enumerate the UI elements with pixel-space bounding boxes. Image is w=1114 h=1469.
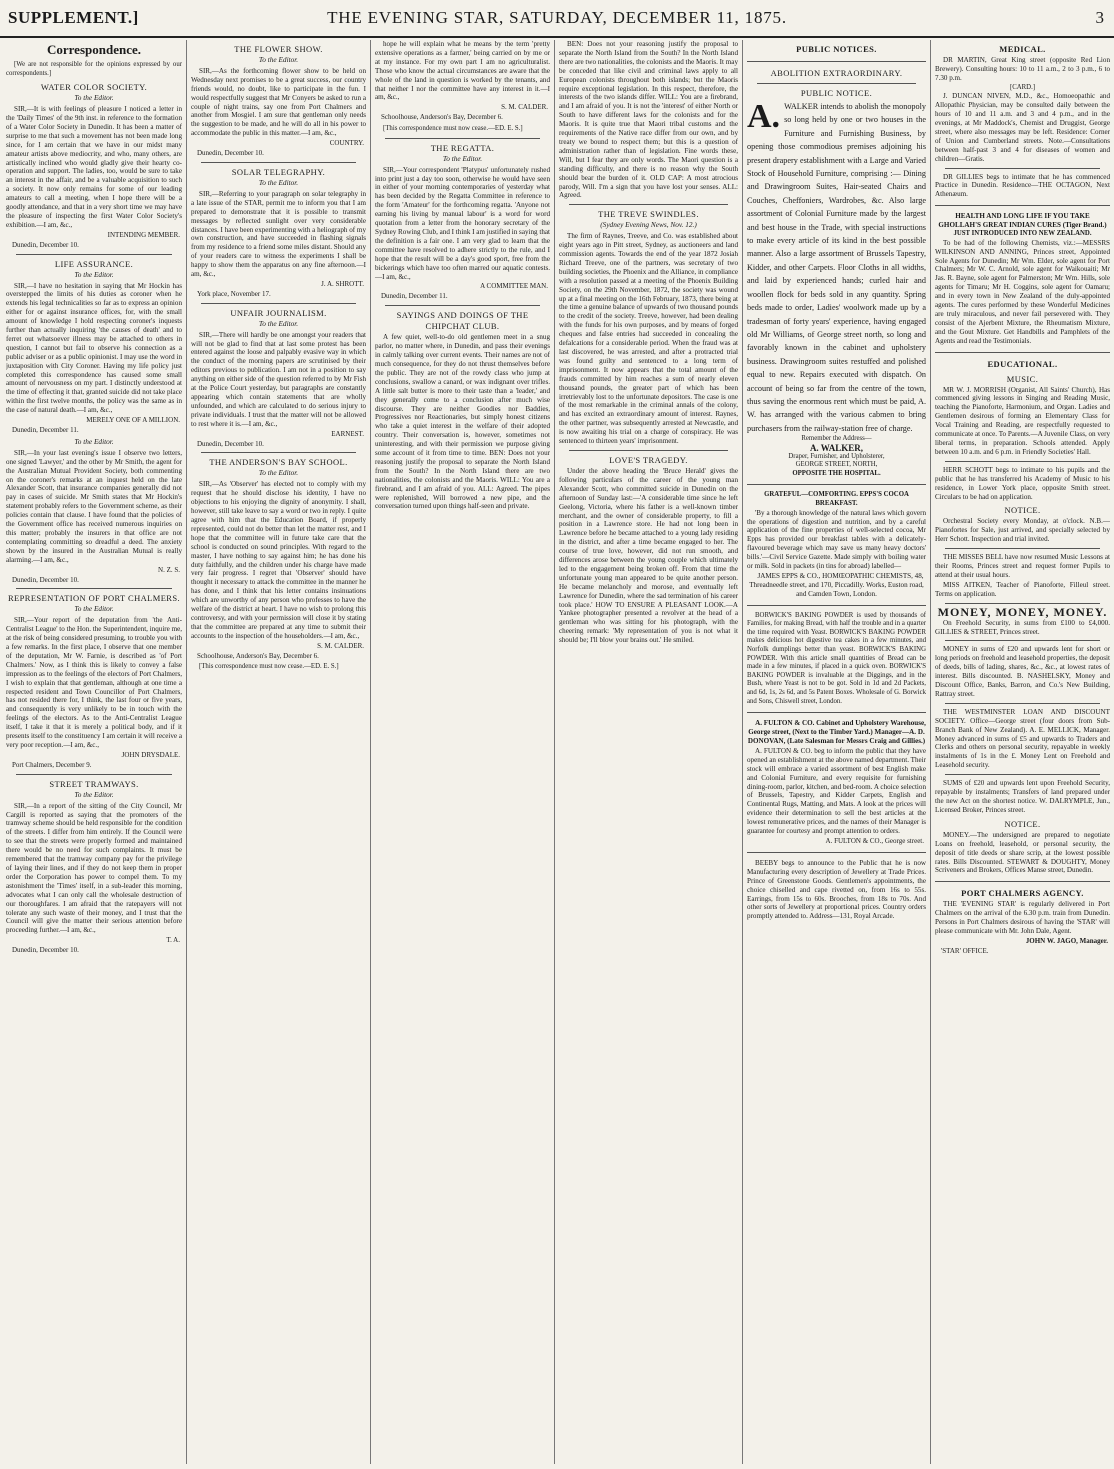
star-office: 'STAR' OFFICE. — [941, 946, 989, 955]
walker-ad-body: WALKER intends to abolish the monopoly so long held by one or two houses in the Furniture and Furnishing Business, by opening those commodious premises adjoining his present drapery establishment with a Large and Varied Stock of Household Furniture, comprising :— Dining and Drawingroom Suites, Hair-seated Chairs and Couches, Cheffoniers, Wardrobes, &c. Also large assortment of Colonial Furniture made by the largest and best house in the Trade, with special instructions to make every article of its kind in the best possible manner. Also a large assortment of Brussels Tapestry, Kidder, and other Carpets. Floor Cloths in all widths, and laid by experienced hands; curled hair and woollen flock for beds sold in any quantity. Spring beds made to order, Ladies' woolwork made up by a tradesman of forty years' experience, having engaged old Mr Williams, of George street north, so long and favorably known in the cabinet and upholstery business. Drawingroom suites restuffed and polished equal to new. Repairs executed with dispatch. On account of being so far from the centre of the town, thus saving the enormous rent which must be paid, A. W. has arranged with the various cabmen to bring purchasers from the railway-station free of charge. — [747, 102, 926, 433]
orchestral-ad: Orchestral Society every Monday, at o'clock. N.B.—Pianofortes for Sale, just arrived, and specially selected by Herr Schott. Inspection and trial invited. — [935, 517, 1110, 544]
port-chalmers-body: THE 'EVENING STAR' is regularly delivered in Port Chalmers on the arrival of the 6.30 p.m. train from Dunedin. Persons in Port Chalmers desirous of having the 'STAR' will please communicate with Mr. John Dale, Agent. — [935, 900, 1110, 936]
divider — [935, 205, 1110, 206]
dalrymple-ad: SUMS of £20 and upwards lent upon Freehold Security, repayable by instalments; Transfers of land prepared under the new Act on the shortest notice. W. DALRYMPLE, Jun., Licensed Broker, Princes street. — [935, 779, 1110, 814]
divider — [945, 774, 1100, 775]
letter-salutation: To the Editor. — [442, 153, 483, 163]
divider — [935, 352, 1110, 353]
aitken-ad: MISS AITKEN, Teacher of Pianoforte, Filleul street. Terms on application. — [935, 580, 1110, 598]
letter-body: SIR,—As the forthcoming flower show to be held on Wednesday next promises to be a great success, our country friends would, no doubt, like to participate in the fun. I would respectfully suggest that Mr Conyers be asked to run a couple of night trains, say one from Port Chalmers and another from Mosgiel. I am sure that gentleman only needs the suggestion to be made, and he will do all in his power to accommodate the public in this matter.—I am, &c., — [191, 66, 366, 138]
divider — [385, 305, 540, 306]
article-title: THE TREVE SWINDLES. — [598, 209, 699, 220]
money-ad: On Freehold Security, in sums from £100 to £4,000. GILLIES & STREET, Princes street. — [935, 618, 1110, 636]
column-5 — [742, 40, 926, 1464]
divider — [16, 588, 172, 589]
letter-dateline: Dunedin, December 10. — [197, 149, 264, 158]
port-chalmers-heading: PORT CHALMERS AGENCY. — [961, 888, 1084, 899]
westminster-ad: THE WESTMINSTER LOAN AND DISCOUNT SOCIETY. Office—George street (four doors from Sub-Branch Bank of New Zealand). A. E. MELLICK, Manager. Money advanced in sums of £5 and upwards to Traders and Clerks and others on personal security, repayable in weekly instalments of 1s in the £. Money Lent on Freehold and Leasehold security. — [935, 707, 1110, 770]
disclaimer: [We are not responsible for the opinions expressed by our correspondents.] — [6, 61, 182, 77]
column-2 — [186, 40, 366, 1464]
letter-body: SIR,—As 'Observer' has elected not to comply with my request that he should disclose his identity, I have no objections to his enjoying the dignity of anonymity. I shall, however, still take leave to say a word or two in reply. I quite agree with him that the Education Board, if properly represented, could not do better than let the matter rest, and I hope that the committee will in future take care that the school is conducted on sound principles. With regard to the master, I have nothing to say against him; he has done his duty faithfully, and the children under his charge have made very fair progress. I regret that 'Observer' should have thought it necessary to attack the committee in the manner he has done, and I think that his letter contains insinuations which are unworthy of any person who professes to have the welfare of the district at heart. I have no wish to prolong this controversy, and with your permission will close it by stating that the committee are prepared at any time to submit their accounts to the inspection of the householders.—I am, &c., — [191, 480, 366, 640]
newspaper-title: THE EVENING STAR, SATURDAY, DECEMBER 11, 1875. — [327, 8, 787, 27]
letter-title: STREET TRAMWAYS. — [49, 778, 139, 789]
bell-ad: THE MISSES BELL have now resumed Music Lessons at their Rooms, Princes street and request former Pupils to attend at their usual hours. — [935, 553, 1110, 579]
divider — [747, 484, 926, 485]
letter-body: SIR,—Referring to your paragraph on solar telegraphy in a late issue of the STAR, permit me to inform you that I am prepared to demonstrate that it is possible to transmit messages by reflected sunlight over very considerable distances. I have been experimenting with a heliograph of my own construction, and have succeeded in flashing signals from my residence to a friend some miles distant. Should any of your readers care to witness the experiments I shall be happy to show them the apparatus on any fine afternoon.—I am, &c., — [191, 189, 366, 279]
divider — [945, 461, 1100, 462]
walker-remember: Remember the Address— — [801, 435, 872, 443]
divider — [945, 703, 1100, 704]
letter-signature: T. A. — [166, 936, 180, 945]
section-title-correspondence: Correspondence. — [46, 42, 141, 57]
jago-signature: JOHN W. JAGO, Manager. — [1025, 936, 1108, 945]
letter-signature: J. A. SHROTT. — [321, 279, 364, 288]
column-3 — [370, 40, 550, 1464]
letter-title: THE ANDERSON'S BAY SCHOOL. — [209, 457, 348, 468]
divider — [16, 254, 172, 255]
masthead — [0, 0, 1114, 38]
letter-title: SOLAR TELEGRAPHY. — [231, 166, 326, 177]
divider — [569, 450, 728, 451]
borwick-ad: BORWICK'S BAKING POWDER is used by thousands of Families, for making Bread, with half the trouble and in a quarter the time required with Yeast. BORWICK'S BAKING POWDER makes delicious hot digestive tea cakes in a few minutes, and Norfolk dumplings better than yeast. BORWICK'S BAKING POWDER. With this article small quantities of Bread can be made in a few minutes, if placed in a quick oven. BORWICK'S BAKING POWDER is invaluable at the Diggings, and in the Bush, where Yeast is not to be got. Sold in 1d and 2d Packets, and 6d, 1s, 2s 6d, and 5s Patent Boxes. Wholesale of G. Borwick and Sons, Chiswell street, London. — [747, 611, 926, 705]
letter-signature: N. Z. S. — [158, 565, 180, 574]
letter-dateline: Dunedin, December 10. — [12, 575, 79, 584]
letter-dateline: York place, November 17. — [197, 289, 271, 298]
article-body: Under the above heading the 'Bruce Herald' gives the following particulars of the career of the young man Alexander Scott, who committed suicide in Dunedin on the afternoon of Sunday last:—'A considerable time since he left Geelong, Victoria, where his father is a well-known timber merchant, and the owner of considerable property, to fill a position in a Lawrence store. He had not long been in Lawrence before he became attached to a young lady residing in the district, and after a time became engaged to her. The course of true love, however, did not run smooth, and differences arose between the young couple which ultimately led to the engagement being broken off. From that time the unfortunate young man appeared to be quite another person. He became melancholy and morose, and eventually left Lawrence for Dunedin, where the sad termination of his career took place.' HOW TO ENSURE A PLEASANT LOOK.—A Yankee photographer presented a revolver at the head of a gentleman who was sitting for his photograph, with the cheering remark: 'My representation of you is not what it should be; I'll blow your brains out.' He smiled. — [559, 466, 738, 645]
letter-dateline: Dunedin, December 10. — [12, 240, 79, 249]
walker-location: OPPOSITE THE HOSPITAL. — [792, 469, 881, 477]
martin-ad: DR MARTIN, Great King street (opposite Red Lion Brewery). Consulting hours: 10 to 11 a.m., 2 to 3 p.m., 6 to 7.30 p.m. — [935, 56, 1110, 82]
ad-heading: PUBLIC NOTICE. — [800, 88, 873, 98]
schott-ad: HERR SCHOTT begs to intimate to his pupils and the public that he has transferred his Academy of Music to his residence, in Lower York place, opposite Smith street. Circulars to be had on application. — [935, 465, 1110, 501]
divider — [747, 61, 926, 62]
editor-note: [This correspondence must now cease.—ED. E. S.] — [199, 663, 339, 671]
fulton-heading: A. FULTON & CO. Cabinet and Upholstery Warehouse, George street, (Next to the Timber Yard.) Manager—A. D. DONOVAN, (Late Salesman for Messrs Craig and Gillies.) — [747, 719, 926, 746]
money-heading: MONEY, MONEY, MONEY. — [937, 604, 1108, 619]
letter-signature: COUNTRY. — [329, 139, 364, 148]
walker-name: A. WALKER, — [809, 442, 864, 453]
letter-salutation: To the Editor. — [74, 269, 114, 279]
letter-signature: INTENDING MEMBER. — [107, 230, 180, 239]
notice-heading: NOTICE. — [1004, 818, 1041, 829]
letter-body: SIR,—There will hardly be one amongst your readers that will not be glad to find that at last some protest has been entered against the loose and palpably evasive way in which the conduct of the morning papers are scrutinised by their editors previous to publication. I am not in a position to say anything on either side of the question referred to by Mr Fish at the Police Court yesterday, but paragraphs are constantly appearing which contain statements that are wholly unfounded, and which are calculated to do serious injury to private individuals. I trust that the matter will not be allowed to rest where it is.—I am, &c., — [191, 330, 366, 428]
letter-dateline: Port Chalmers, December 9. — [12, 760, 92, 769]
section-title-educational: EDUCATIONAL. — [987, 358, 1058, 369]
page-number: 3 — [1095, 8, 1104, 27]
editor-note: [This correspondence must now cease.—ED. E. S.] — [383, 125, 523, 133]
letter-title: THE REGATTA. — [430, 142, 495, 153]
ad-heading: ABOLITION EXTRAORDINARY. — [770, 68, 903, 78]
divider — [945, 640, 1100, 641]
letter-signature: S. M. CALDER. — [317, 641, 364, 650]
ghollah-heading: HEALTH AND LONG LIFE IF YOU TAKE GHOLLAH'S GREAT INDIAN CURES (Tiger Brand.) — [938, 212, 1107, 230]
epps-body: 'By a thorough knowledge of the natural laws which govern the operations of digestion and nutrition, and by a careful application of the fine properties of well-selected cocoa, Mr Epps has provided our breakfast tables with a delicately-flavoured beverage which may save us many heavy doctors' bills.'—Civil Service Gazette. Made simply with boiling water or milk. Sold in packets (in tins for abroad) labelled— — [747, 508, 926, 571]
stewart-doughty-ad: MONEY.—The undersigned are prepared to negotiate Loans on freehold, leasehold, or personal security, the deposit of title deeds or share scrip, at the lowest possible rates. Bills Discounted. STEWART & DOUGHTY, Money Scriveners and Brokers, Offices Manse street, Dunedin. — [935, 830, 1110, 875]
beeby-ad: BEEBY begs to announce to the Public that he is now Manufacturing every description of Jewellery at Trade Prices. Prince of Greenstone Goods. Gentlemen's appointments, the choice chiselled and cape rivetted on, from 16s to 55s. Earrings, from 15s to 60s. Brooches, from 18s to 70s. And other sorts of Jewellery at proportional prices. Country orders promptly attended to. Address—131, Royal Arcade. — [747, 858, 926, 921]
divider — [757, 83, 916, 84]
letter-dateline: Dunedin, December 11. — [12, 426, 79, 434]
column-6 — [930, 40, 1110, 1464]
letter-signature: A COMMITTEE MAN. — [480, 282, 548, 291]
letter-title: UNFAIR JOURNALISM. — [230, 307, 327, 318]
letter-dateline: Dunedin, December 10. — [12, 946, 79, 955]
divider — [747, 712, 926, 713]
letter-title: LIFE ASSURANCE. — [54, 258, 134, 269]
article-title: SAYINGS AND DOINGS OF THE CHIPCHAT CLUB. — [396, 310, 529, 332]
divider — [201, 162, 356, 163]
divider — [385, 138, 540, 139]
letter-title: REPRESENTATION OF PORT CHALMERS. — [7, 593, 181, 604]
letter-signature: MERELY ONE OF A MILLION. — [86, 416, 180, 425]
morrish-ad: MR W. J. MORRISH (Organist, All Saints' Church), Has commenced giving lessons in Singing and Reading Music, teaching the Pianoforte, Harmonium, and Organ. Ladies and Gentlemen desirous of forming an Elementary Class for Vocal Training and Reading, are respectfully requested to communicate at once. To Parents.—A Juvenile Class, on very liberal terms, in preparation. Schools attended. Apply between 10 a.m. and 6 p.m. in Friendly Societies' Hall. — [935, 385, 1110, 456]
divider — [747, 852, 926, 853]
letter-salutation: To the Editor. — [74, 93, 114, 103]
walker-ad — [747, 100, 926, 435]
letter-salutation: To the Editor. — [74, 789, 114, 799]
letter-body: hope he will explain what he means by the term 'pretty extensive operations as a farmer,' being carried on by me or at my instance. For my own part I am no agriculturalist. Those who know the actual circumstances are aware that the whole of the land in question is worked by the tenants, and that neither I nor the committee have any interest in it.—I am, &c., — [375, 40, 550, 102]
gillies-ad: DR GILLIES begs to intimate that he has commenced Practice in Dunedin. Residence—THE OCTAGON, Next Athenæum. — [935, 172, 1110, 199]
music-heading: MUSIC. — [1006, 373, 1039, 384]
letter-salutation: To the Editor. — [258, 55, 299, 64]
section-title-public-notices: PUBLIC NOTICES. — [796, 44, 877, 54]
letter-title: WATER COLOR SOCIETY. — [40, 82, 148, 93]
ghollah-subheading: JUST INTRODUCED INTO NEW ZEALAND. — [953, 230, 1092, 238]
divider — [945, 548, 1100, 549]
letter-dateline: Schoolhouse, Anderson's Bay, December 6. — [381, 113, 503, 122]
divider — [945, 168, 1100, 169]
letter-salutation: To the Editor. — [258, 468, 299, 478]
notice-heading: NOTICE. — [1004, 505, 1041, 516]
letter-body: SIR,—I have no hesitation in saying that Mr Hockin has overstepped the limits of his duties as coroner when he extends his legal technicalities so far as to express an opinion either for or against insurance offices, for, with the small amount of knowledge I hold respecting coroner's inquests further than actually inquiring 'the causes of death' and to ferret out whatsoever illness may be attached to others in question, I cannot but fail to observe his connection as a public adviser or as a public opinionist. I may use the word in juxtaposition with City Coroner. Having my life policy just completed this correspondence has caused some small amount of nervousness on my part. I distinctly understood at the time of effecting it that, granted suicide did not take place within the first twelve months, the policy was the same as in the case of natural death.—I am, &c., — [6, 281, 182, 415]
article-body: A few quiet, well-to-do old gentlemen meet in a snug parlor, no matter where, in Dunedin, and pass their evenings in calmly talking over current events. Their names are not of much consequence, for they do not thrust themselves before the public. They are not of the rowdy class who jump at conclusions, swallow a canard, or wax indignant over trifles. A little salt butter is more to their taste than a 'leader,' and they generally come to a conclusion after much wise discourse. They are neither Goodies nor Baddies, Progressives nor Reactionaries, but simply honest citizens who take a quiet interest in the welfare of their adopted country. Their conversation is, however, sometimes not uninteresting, and with their permission we purpose giving some account of it from time to time. BEN: Does not your reasoning justify the proposal to separate the North Island from the South? In the North Island there are two nationalities, the colonists and the Maoris. WILL: You are a firebrand, and I am afraid of you. ALL: Agreed. The pipes were replenished, Will borrowed a new pipe, and the conversation turned upon things half-seen and private. — [375, 333, 550, 511]
epps-signature: JAMES EPPS & CO., HOMŒOPATHIC CHEMISTS, 48, Threadneedle street, and 170, Piccadilly. Works, Euston road, and Camden Town, London. — [749, 571, 924, 598]
column-4 — [554, 40, 738, 1464]
divider — [201, 303, 356, 304]
article-source: (Sydney Evening News, Nov. 12.) — [600, 220, 697, 230]
letter-signature: EARNEST. — [331, 429, 364, 438]
divider — [945, 603, 1100, 604]
letter-body: SIR,—In a report of the sitting of the City Council, Mr Cargill is reported as saying that the promoters of the tramway scheme should be held responsible for the condition of the streets. I differ from him entirely. If the Council were to see that the streets were properly formed and maintained there would be no need for such complaints. It must be remembered that the tramway company pay for the privilege of laying their lines, and if they do not keep them in proper order the Corporation has power to compel them. To my astonishment the 'Times' itself, in a sub-leader this morning, advocates what I can only call the wholesale destruction of our thoroughfares. I am afraid that the ratepayers will not tolerate any such waste of their money, and I trust that the Council will give the matter their serious attention before proceeding further.—I am, &c., — [6, 801, 182, 935]
supplement-label: SUPPLEMENT.] — [8, 8, 139, 27]
section-title-medical: MEDICAL. — [999, 44, 1046, 54]
walker-trade: Draper, Furnisher, and Upholsterer, — [788, 452, 885, 460]
letter-salutation: To the Editor. — [74, 604, 114, 614]
letter-body: SIR,—Your report of the deputation from 'the Anti-Centralist League' to the Hon. the Superintendent, inquire me, at the risk of being considered presuming, to trouble you with a few remarks. In the first place, I observe that one member of the deputation, Mr W. Farnie, is described as 'of Port Chalmers.' Now, as I think this is likely to convey a false impression as to the feelings of the electors of Port Chalmers, I wish to explain that that gentleman, although at one time a respected resident and Town Councillor of Port Chalmers, has not resided there for, I think, the last four or five years, and consequently is very unlikely to be in touch with the feelings of the electors. As to the Anti-Centralist League itself, I take it that it is merely a political body, and if it presents itself to the constituency I am certain it will receive a very poor reception.—I am, &c., — [6, 616, 182, 749]
divider — [201, 452, 356, 453]
drop-cap: A. — [747, 98, 781, 135]
letter-salutation: To the Editor. — [258, 177, 299, 187]
letter-dateline: Dunedin, December 10. — [197, 439, 264, 448]
letter-dateline: Dunedin, December 11. — [381, 292, 448, 301]
letter-salutation: To the Editor. — [258, 318, 299, 328]
article-body: The firm of Raynes, Treeve, and Co. was established about eight years ago in Pitt street, Sydney, as auctioneers and land commission agents. Towards the end of the year 1872 Josiah Richard Treeve, one of the partners, was secretary of two building societies, the Phoenix and the Alliance, in compliance with a resolution passed at a meeting of the Phoenix Building Society, on the 29th November, 1872, the society was wound up at a final meeting on the 16th February, 1873, there being at the time a genuine balance of upwards of two thousand pounds to the credit of the society. Treeve, however, had been dealing with the funds for his own purposes, and by means of forged cheques and false entries had succeeded in concealing the defalcations for a considerable period. When the fraud was at last discovered, he was arrested, and after a protracted trial was found guilty and sentenced to a long term of imprisonment. It now appears that the total amount of the frauds committed by him reaches a sum of nearly eleven thousand pounds, the greater part of which has been irretrievably lost to the unfortunate depositors. The case is one of the most remarkable in the criminal annals of the colony, and has excited an extraordinary amount of interest. Raynes, the other partner, was subsequently arrested at Newcastle, and is now awaiting his trial on a charge of conspiracy. He was sentenced to thirteen years' imprisonment. — [559, 232, 738, 446]
ghollah-body: To be had of the following Chemists, viz.:—MESSRS WILKINSON AND ANNING, Princes street, Appointed Sole Agents for Dunedin; Mr Wm. Elder, sole agent for Port Chalmers; Mr W. C. Arnold, sole agent for Waikouaiti; Mr Jas. R. Bayne, sole agent for Palmerston; Mr Wm. Hills, sole agents for Timaru; Mr H. Coggins, sole agent for Oamaru; and in every town in New Zealand of the duly-appointed agents. The cures performed by these Wonderful Medicines are truly miraculous, and never fail persevered with. They consist of the Ajerbent Mixture, the Rheumatism Mixture, and the Gout Mixture. Get Handbills and Pamphlets of the Agents and read the Testimonials. — [935, 238, 1110, 345]
article-title: LOVE'S TRAGEDY. — [609, 454, 688, 465]
niven-ad: J. DUNCAN NIVEN, M.D., &c., Homoeopathic and Allopathic Physician, may be consulted daily between the hours of 10 and 11 a.m. and 3 and 4 p.m., and in the evenings, at Mr Maddock's, Chemist and Druggist, George street, where also messages may be left. Residence: Corner of Union and Cumberland streets. Note.—Consultations between half-past 3 and 4 for diseases of women and children—Gratis. — [935, 92, 1110, 163]
letter-body: SIR,—Your correspondent 'Platypus' unfortunately rushed into print just a day too soon, otherwise he would have seen in either of your morning contemporaries of yesterday what has been decided by the Regatta Committee in reference to the form 'Amateur' for the forthcoming regatta. 'Anyone not earning his living by manual labour' is a word for word quotation from a letter from the honorary secretary of the Sydney Rowing Club, and I think I am justified in saying that the definition is a fair one. I am very glad to learn that the committee have resolved to adhere strictly to the rule, and I hope that the result will be a day's good sport, free from the bickerings which have too often marred our aquatic contests.—I am, &c., — [375, 165, 550, 281]
letter-dateline: Schoolhouse, Anderson's Bay, December 6. — [197, 651, 319, 660]
card-label: [CARD.] — [1009, 83, 1036, 91]
article-body: BEN: Does not your reasoning justify the proposal to separate the North Island from the South? In the North Island there are two nationalities, the colonists and the Maoris. It may be conceded that like civil and criminal laws apply to all European colonists throughout both islands; but the Maoris require exceptional legislation. In this respect, therefore, the interests of the two islands differ. WILL: You are a firebrand, and I am afraid of you. It is not the 'interest' of either North or South to have different laws for the colonists and for the Maoris. It is quite true that Maori tribal customs and the requirements of the Native race differ from our own, and by treaty we bound to respect them; but this is a question of administration rather than of legislation. Fine words these, Will, but I fear they are only words. The Maori question is a standing difficulty, and there is no reason why the South should bear the burden of it. OLD CAP: A most atrocious parody, Will. I'm a sign that you have lost your senses. ALL: Agreed. — [559, 40, 738, 200]
fulton-signature: A. FULTON & CO., George street. — [825, 837, 924, 845]
column-1 — [6, 40, 182, 1464]
fulton-body: A. FULTON & CO. beg to inform the public that they have opened an establishment at the above named department. Their stock will embrace a varied assortment of best English make and Colonial Furniture, and every requisite for furnishing dining-room, parlor, kitchen, and bed-room. A choice selection of Brussels, Tapestry, and Kidder Carpets, English and Continental Rugs, Matting, and Mats. A look at the prices will evidence their determination to sell the best articles at the lowest remunerative prices, and the names of their Manager is guarantee for courtesy and prompt attention to orders. — [747, 746, 926, 836]
letter-body: SIR,—It is with feelings of pleasure I noticed a letter in the 'Daily Times' of the 9th inst. in reference to the formation of a Water Color Society in Dunedin. It has been a matter of surprise to me that such a movement has not been made long since, for I am certain that we have in our midst many amateur artists above mediocrity, and who, many others, are artistically inclined who would gladly give their hearty co-operation and support. The ladies, too, would be sure to take an interest in the affair, and be a valuable acquisition to such a society. It now only remains for some of our leading amateurs to call a meeting, when I hope there will be a goodly attendance, and that in a very short time we may have the pleasure of inspecting the first Water Color Society's exhibition.—I am, &c., — [6, 105, 182, 229]
divider — [935, 881, 1110, 882]
walker-street: GEORGE STREET, NORTH, — [795, 461, 878, 469]
epps-heading: GRATEFUL—COMFORTING. EPPS'S COCOA BREAKFAST. — [764, 491, 909, 508]
divider — [569, 204, 728, 205]
letter-signature: S. M. CALDER. — [501, 103, 548, 112]
nashelsky-ad: MONEY in sums of £20 and upwards lent for short or long periods on freehold and leasehold properties, the deposit of deeds, bills of lading, shares, &c., &c., at lowest rates of interest. Bills discounted. B. NASHELSKY, Money and Discount Office, Banks, Barron, and Co.'s New Building, Rattray street. — [935, 645, 1110, 698]
letter-body: SIR,—In your last evening's issue I observe two letters, one signed 'Lawyer,' and the other by Mr Smith, the agent for the Australian Mutual Provident Society, both commenting on the coroner's remarks at an inquest held on the late Alexander Scott, that insurance companies generally did not pay in cases of suicide. Mr Smith states that Mr Hockin's statement probably refers to the Government scheme, as their policies contain that clause. I have found that the policies of the Government office has received numerous inquiries on this matter; probably the insurers in that office are not contemplating committing so dreadful a deed. The anxiety shown by the insured in the Australian Mutual is really alarming.—I am, &c., — [6, 448, 182, 564]
letter-title: THE FLOWER SHOW. — [234, 44, 323, 54]
letter-signature: JOHN DRYSDALE. — [121, 750, 180, 759]
letter-salutation: To the Editor. — [74, 436, 114, 446]
divider — [747, 605, 926, 606]
divider — [16, 774, 172, 775]
